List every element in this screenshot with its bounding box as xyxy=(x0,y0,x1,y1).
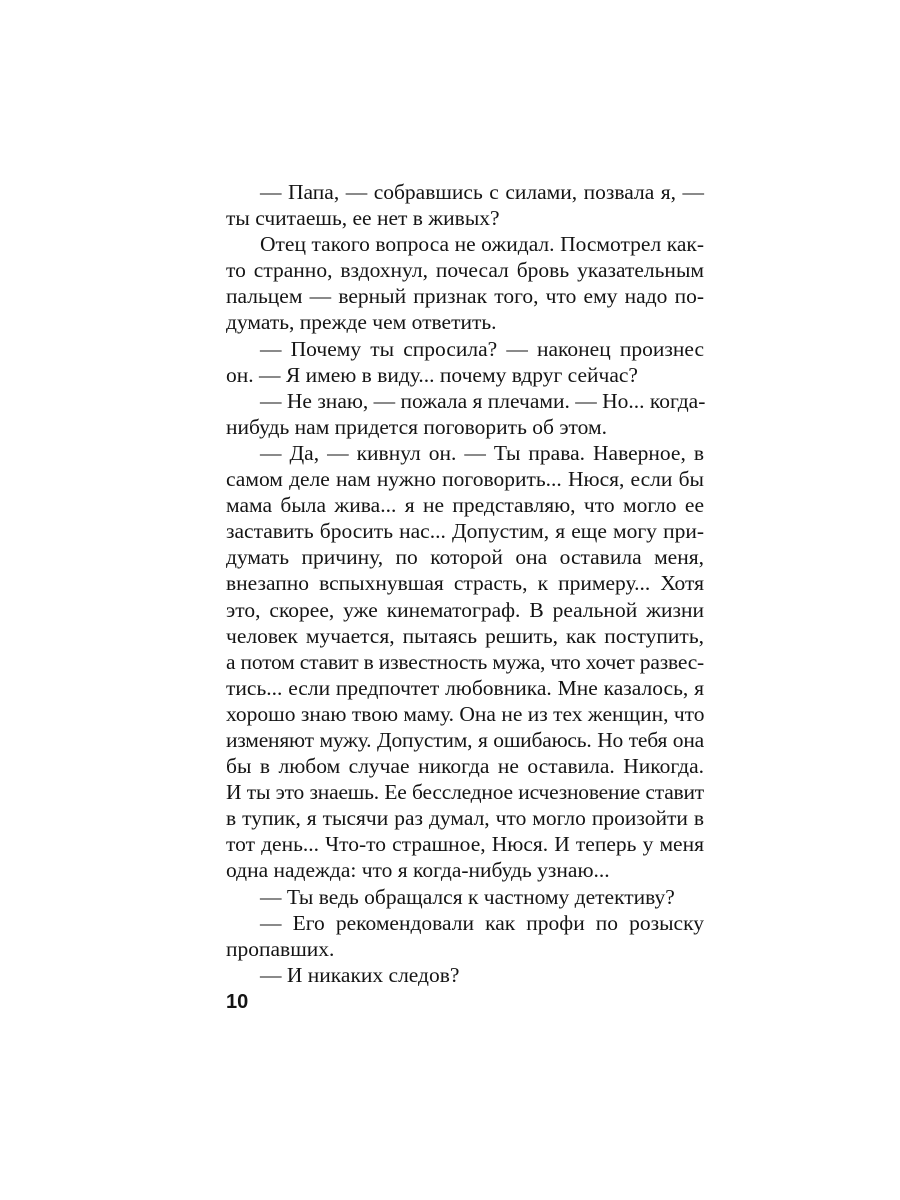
text-line: думать причину, по которой она оставила меня, xyxy=(226,545,704,570)
text-line: хорошо знаю твою маму. Она не из тех женщин, что xyxy=(226,701,705,726)
text-line: в тупик, я тысячи раз думал, что могло произойти в xyxy=(226,806,704,831)
text-line: думать, прежде чем ответить. xyxy=(226,310,497,335)
text-line: — Почему ты спросила? — наконец произнес xyxy=(260,336,704,361)
text-line: одна надежда: что я когда-нибудь узнаю... xyxy=(226,858,610,883)
text-line: пальцем — верный признак того, что ему надо по- xyxy=(226,284,704,309)
text-line: заставить бросить нас... Допустим, я еще могу при- xyxy=(226,519,704,544)
text-line: — И никаких следов? xyxy=(260,962,460,987)
text-line: нибудь нам придется поговорить об этом. xyxy=(226,414,607,439)
text-line: бы в любом случае никогда не оставила. Никогда. xyxy=(226,754,704,779)
text-line: — Да, — кивнул он. — Ты права. Наверное, в xyxy=(260,440,704,465)
text-line: он. — Я имею в виду... почему вдруг сейчас? xyxy=(226,362,638,387)
text-line: это, скорее, уже кинематограф. В реальной жизни xyxy=(226,597,704,622)
text-line: — Ты ведь обращался к частному детективу? xyxy=(260,884,675,909)
text-line: внезапно вспыхнувшая страсть, к примеру... Хотя xyxy=(226,571,704,596)
text-line: Отец такого вопроса не ожидал. Посмотрел как- xyxy=(260,232,704,257)
text-line: тот день... Что-то страшное, Нюся. И теперь у меня xyxy=(226,832,704,857)
page-number: 10 xyxy=(226,991,249,1013)
text-line: тись... если предпочтет любовника. Мне казалось, я xyxy=(226,675,704,700)
page-text xyxy=(226,179,704,988)
text-line: самом деле нам нужно поговорить... Нюся, если бы xyxy=(226,467,704,492)
text-line: то странно, вздохнул, почесал бровь указательным xyxy=(226,258,704,283)
text-line: — Папа, — собравшись с силами, позвала я, — xyxy=(260,180,704,204)
text-line: — Его рекомендовали как профи по розыску xyxy=(260,910,704,935)
text-line: а потом ставит в известность мужа, что хочет развес- xyxy=(226,649,704,674)
text-line: ты считаешь, ее нет в живых? xyxy=(226,206,500,231)
text-line: человек мучается, пытаясь решить, как поступить, xyxy=(226,623,704,648)
text-line: изменяют мужу. Допустим, я ошибаюсь. Но тебя она xyxy=(226,727,704,752)
text-line: пропавших. xyxy=(226,936,335,961)
text-line: — Не знаю, — пожала я плечами. — Но... когда- xyxy=(260,388,706,413)
text-line: мама была жива... я не представляю, что могло ее xyxy=(226,493,704,518)
text-line: И ты это знаешь. Ее бесследное исчезновение ставит xyxy=(226,780,704,805)
